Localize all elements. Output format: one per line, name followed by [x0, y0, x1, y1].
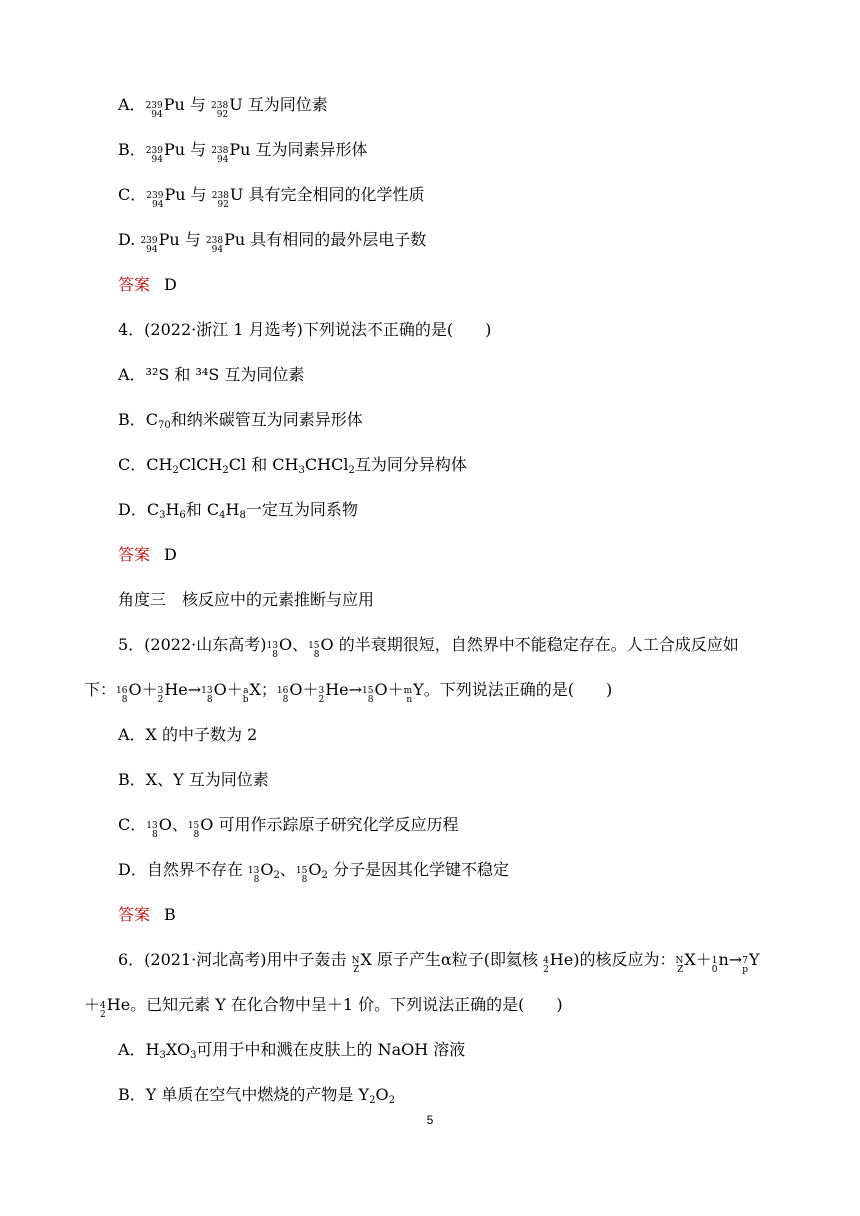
question-4: 4．(2022·浙江 1 月选考)下列说法不正确的是( ) — [118, 320, 492, 339]
subscript: 2 — [222, 465, 229, 476]
text: C．CH — [118, 455, 173, 474]
text: B．C — [118, 410, 159, 429]
subscript: 2 — [369, 1095, 376, 1106]
answer-value: D — [164, 275, 177, 294]
text: 一定互为同系物 — [245, 500, 358, 519]
option-5d: D．自然界不存在 13 8 $O_2$、 15 8 $O_2$ 分子是因其化学键不稳定 — [118, 860, 509, 885]
subscript: 3 — [190, 1050, 197, 1061]
text: CHCl — [304, 455, 349, 474]
question-6-line2: ＋ 4 2 He。已知元素 Y 在化合物中呈＋1 价。下列说法正确的是( ) — [84, 995, 563, 1020]
answer-label: 答案 — [118, 275, 151, 294]
subscript: 2 — [172, 465, 179, 476]
answer-label: 答案 — [118, 545, 151, 564]
text: O — [375, 1085, 389, 1104]
answer-3 — [118, 274, 177, 296]
text: He。已知元素 Y 在化合物中呈＋1 价。下列说法正确的是( ) — [106, 995, 563, 1014]
text: B．Y 单质在空气中燃烧的产物是 Y — [118, 1085, 370, 1104]
text: 6．(2021·河北高考)用中子轰击 — [118, 950, 352, 969]
subscript: 3 — [159, 1050, 166, 1061]
text: He)的核反应为： — [549, 950, 676, 969]
section-heading: 角度三 核反应中的元素推断与应用 — [118, 590, 375, 609]
answer-label: 答案 — [118, 905, 151, 924]
text: 分子是因其化学键不稳定 — [332, 860, 509, 879]
text: O、 — [278, 635, 309, 654]
answer-value: D — [164, 545, 177, 564]
text: 5．(2022·山东高考) — [118, 635, 267, 654]
text: H — [225, 500, 240, 519]
option-3b: B． 239 94 Pu 与 238 94 Pu 互为同素异形体 — [118, 140, 368, 165]
option-3d: D. 239 94 Pu 与 238 94 Pu 具有相同的最外层电子数 — [118, 230, 427, 255]
subscript: 4 — [219, 510, 226, 521]
option-4a: A．³²S 和 ³⁴S 互为同位素 — [118, 365, 305, 384]
option-3c: C． 239 94 Pu 与 238 92 U 具有完全相同的化学性质 — [118, 185, 425, 210]
text: 可用于中和溅在皮肤上的 NaOH 溶液 — [196, 1040, 466, 1059]
subscript: 3 — [159, 510, 166, 521]
text: D．自然界不存在 — [118, 860, 248, 879]
question-5-line2: 下： 16 8 O＋ 3 2 He→ 13 8 O＋ a b X； 16 8 O＋ 3 2 He→ 15 8 O＋ m n Y。下列说法正确的是( ) — [84, 680, 613, 705]
question-6-line1: 6．(2021·河北高考)用中子轰击 N Z X 原子产生α粒子(即氦核 4 2 He)的核反应为： N Z X＋ 1 0 n→ 7 p Y — [118, 950, 760, 975]
option-6b — [118, 1084, 395, 1112]
text: XO — [165, 1040, 191, 1059]
option-4c — [118, 454, 467, 482]
option-5a: A．X 的中子数为 2 — [118, 725, 258, 744]
subscript: 3 — [298, 465, 305, 476]
text: 和 C — [185, 500, 220, 519]
text: A．H — [118, 1040, 160, 1059]
subscript: 6 — [179, 510, 186, 521]
text: 下： — [84, 680, 117, 699]
text: O 的半衰期很短，自然界中不能稳定存在。人工合成反应如 — [320, 635, 739, 654]
text: H — [165, 500, 180, 519]
page-number: 5 — [426, 1113, 434, 1127]
option-4b — [118, 409, 363, 437]
answer-value: B — [164, 905, 176, 924]
text: D．C — [118, 500, 160, 519]
question-5-line1 — [118, 634, 739, 660]
text: O 可用作示踪原子研究化学反应历程 — [200, 815, 459, 834]
option-4d — [118, 499, 358, 527]
subscript: 2 — [388, 1095, 395, 1106]
text: ClCH — [178, 455, 223, 474]
subscript: 70 — [158, 420, 171, 431]
answer-4 — [118, 544, 177, 566]
option-5c: C． 13 8 O、 15 8 O 可用作示踪原子研究化学反应历程 — [118, 815, 459, 840]
option-6a — [118, 1039, 465, 1067]
text: X 原子产生α粒子(即氦核 — [360, 950, 544, 969]
nuclide-o15: 15 8 — [308, 641, 320, 660]
nuclide-o13: 13 8 — [266, 641, 278, 660]
answer-5 — [118, 904, 176, 926]
option-5b: B．X、Y 互为同位素 — [118, 770, 269, 789]
subscript: 8 — [239, 510, 246, 521]
option-3a: A． 239 94 Pu 与 238 92 U 互为同位素 — [118, 95, 328, 120]
subscript: 2 — [348, 465, 355, 476]
text: Cl 和 CH — [228, 455, 299, 474]
text: 和纳米碳管互为同素异形体 — [170, 410, 363, 429]
text: 互为同分异构体 — [354, 455, 467, 474]
